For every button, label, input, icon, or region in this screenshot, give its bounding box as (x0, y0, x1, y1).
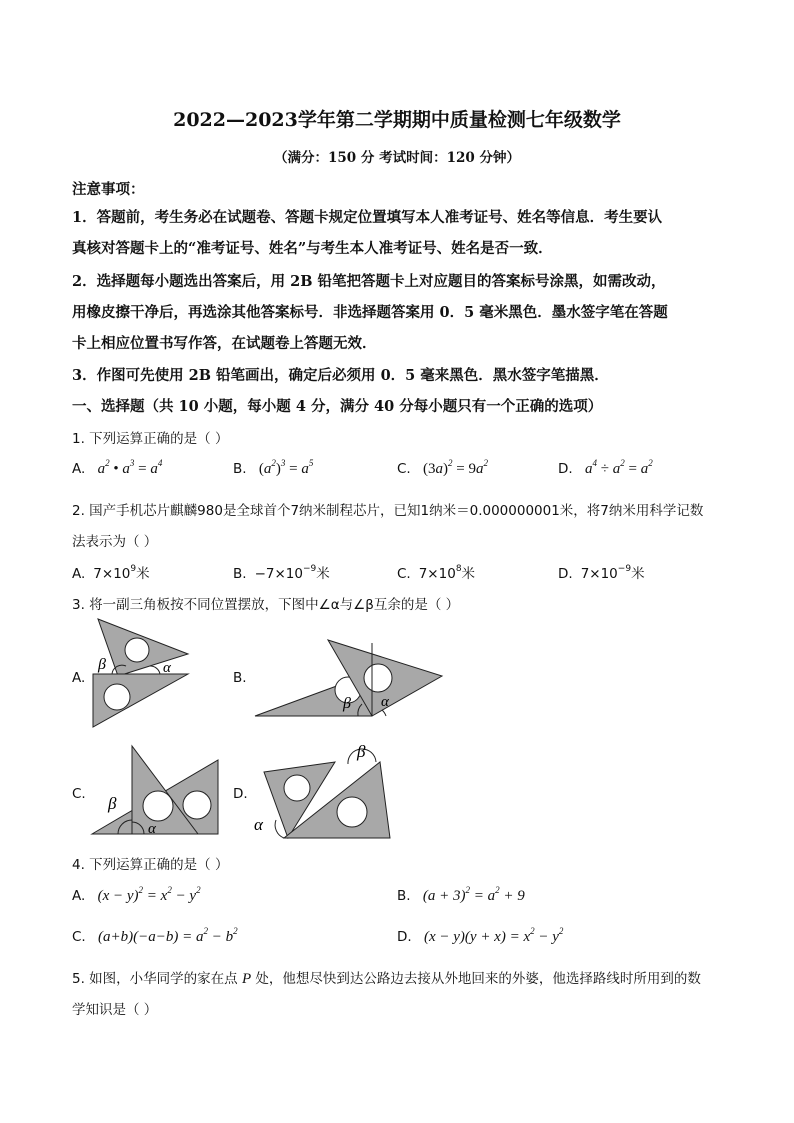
q1-stem: 1. 下列运算正确的是（ ） (72, 431, 229, 447)
notice-heading: 注意事项： (72, 181, 145, 198)
q3-stem: 3. 将一副三角板按不同位置摆放，下图中∠α与∠β互余的是（ ） (72, 597, 460, 613)
notice-line-2a: 2．选择题每小题选出答案后，用 2B 铅笔把答题卡上对应题目的答案标号涂黑，如需改动， (72, 273, 666, 290)
q3d-beta-label: β (357, 742, 366, 761)
q1-label-a: A. (72, 461, 86, 477)
q1-option-d (558, 458, 653, 478)
q1-label-b: B. (233, 461, 247, 477)
notice-line-1a: 1．答题前，考生务必在试题卷、答题卡规定位置填写本人准考证号、姓名等信息．考生要认 (72, 209, 663, 226)
section-heading: 一、选择题（共 10 小题，每小题 4 分，满分 40 分每小题只有一个正确的选项） (72, 398, 603, 415)
q1-option-b (233, 458, 314, 478)
q3-label-c: C. (72, 786, 86, 802)
notice-line-2b: 用橡皮擦干净后，再选涂其他答案标号．非选择题答案用 0．5 毫米黑色．墨水签字笔在答题 (72, 304, 668, 321)
q4-stem: 4. 下列运算正确的是（ ） (72, 857, 229, 873)
q3a-beta-label: β (98, 656, 106, 673)
q2-option-c: C. $7\times 10^8$米 (397, 564, 476, 582)
notice-line-3: 3．作图可先使用 2B 铅笔画出，确定后必须用 0．5 毫来黑色．黑水签字笔描黑． (72, 367, 609, 384)
q3-figure-b (250, 638, 450, 720)
q3d-alpha-label: α (254, 815, 263, 834)
q5-stem-a: 5. 如图，小华同学的家在点 P 处，他想尽快到达公路边去接从外地回来的外婆，他选择路线时所用到的数 (72, 971, 701, 987)
q3-figure-d (250, 742, 400, 842)
q1-expr-b: $(a^2)^3 = a^5$ (258, 458, 314, 477)
q3-figure-c (90, 742, 230, 838)
q2-stem-b: 法表示为（ ） (72, 534, 158, 550)
page-subtitle: （满分：150 分 考试时间：120 分钟） (274, 150, 520, 166)
q3-label-b: B. (233, 670, 247, 686)
q2-option-d: D. $7\times 10^{-9}$米 (558, 564, 645, 582)
q2-option-b: B. $-7\times 10^{-9}$米 (233, 564, 330, 582)
q4-option-c: C. $(a+b)(-a-b) = a^2 - b^2$ (72, 926, 238, 945)
q1-option-a (72, 458, 163, 478)
q1-label-d: D. (558, 461, 573, 477)
q1-option-c (397, 458, 488, 478)
q3-figure-a (88, 614, 192, 734)
page-title: 2022—2023学年第二学期期中质量检测七年级数学 (173, 109, 621, 131)
q1-expr-d: $a^4 \div a^2 = a^2$ (584, 458, 653, 477)
q3-label-d: D. (233, 786, 248, 802)
q2-option-a: A. $7\times 10^9$米 (72, 564, 150, 582)
q4-option-d: D. $(x - y)(y + x) = x^2 - y^2$ (397, 926, 564, 945)
q3b-beta-label: β (343, 695, 351, 712)
q2-stem-a: 2. 国产手机芯片麒麟980是全球首个7纳米制程芯片，已知1纳米＝0.000000001米，将7纳米用科学记数 (72, 503, 704, 519)
q3b-alpha-label: α (381, 694, 389, 710)
q3-label-a: A. (72, 670, 86, 686)
q3c-alpha-label: α (148, 821, 156, 837)
q4-option-b: B. $(a + 3)^2 = a^2 + 9$ (397, 885, 525, 904)
q1-expr-c: $(3a)^2 = 9a^2$ (423, 458, 488, 477)
q1-expr-a: $a^2$ • $a^3 = a^4$ (97, 458, 163, 477)
q3a-alpha-label: α (163, 660, 171, 676)
q3c-beta-label: β (108, 794, 117, 813)
q1-label-c: C. (397, 461, 411, 477)
q4-option-a: A. $(x - y)^2 = x^2 - y^2$ (72, 885, 201, 904)
notice-line-2c: 卡上相应位置书写作答，在试题卷上答题无效． (72, 335, 377, 352)
q5-stem-b: 学知识是（ ） (72, 1002, 158, 1018)
notice-line-1b: 真核对答题卡上的“准考证号、姓名”与考生本人准考证号、姓名是否一致． (72, 240, 553, 257)
